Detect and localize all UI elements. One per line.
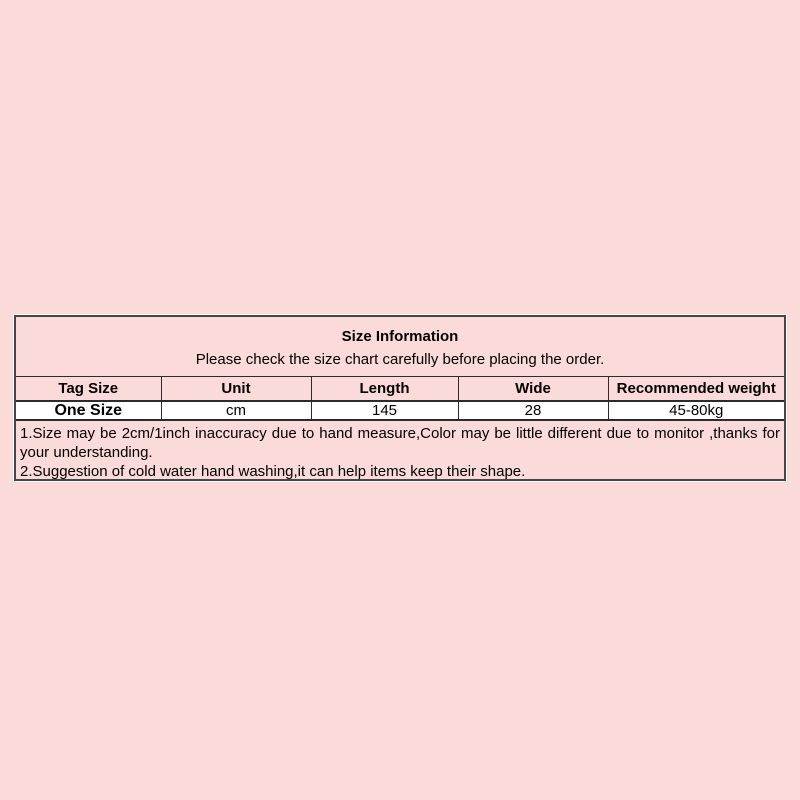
column-header-length: Length <box>311 377 458 401</box>
cell-tag-size: One Size <box>16 401 161 420</box>
size-chart-title: Size Information <box>341 327 459 345</box>
size-chart-header <box>16 317 784 377</box>
column-header-row <box>16 377 784 401</box>
size-chart-table <box>14 315 786 481</box>
table-row <box>16 401 784 420</box>
column-header-wide: Wide <box>458 377 608 401</box>
size-chart-subtitle: Please check the size chart carefully before placing the order. <box>195 350 605 368</box>
cell-unit: cm <box>161 401 311 420</box>
notes-section <box>16 421 784 481</box>
column-header-tag-size: Tag Size <box>16 377 161 401</box>
column-header-recommended-weight: Recommended weight <box>608 377 784 401</box>
cell-recommended-weight: 45-80kg <box>608 401 784 420</box>
cell-length: 145 <box>311 401 458 420</box>
cell-wide: 28 <box>458 401 608 420</box>
note-washing-suggestion: 2.Suggestion of cold water hand washing,it can help items keep their shape. <box>20 463 526 480</box>
column-header-unit: Unit <box>161 377 311 401</box>
note-measure-disclaimer: 1.Size may be 2cm/1inch inaccuracy due to hand measure,Color may be little different due to monitor ,thanks for your understanding. <box>20 425 780 461</box>
size-chart-grid <box>16 377 784 421</box>
